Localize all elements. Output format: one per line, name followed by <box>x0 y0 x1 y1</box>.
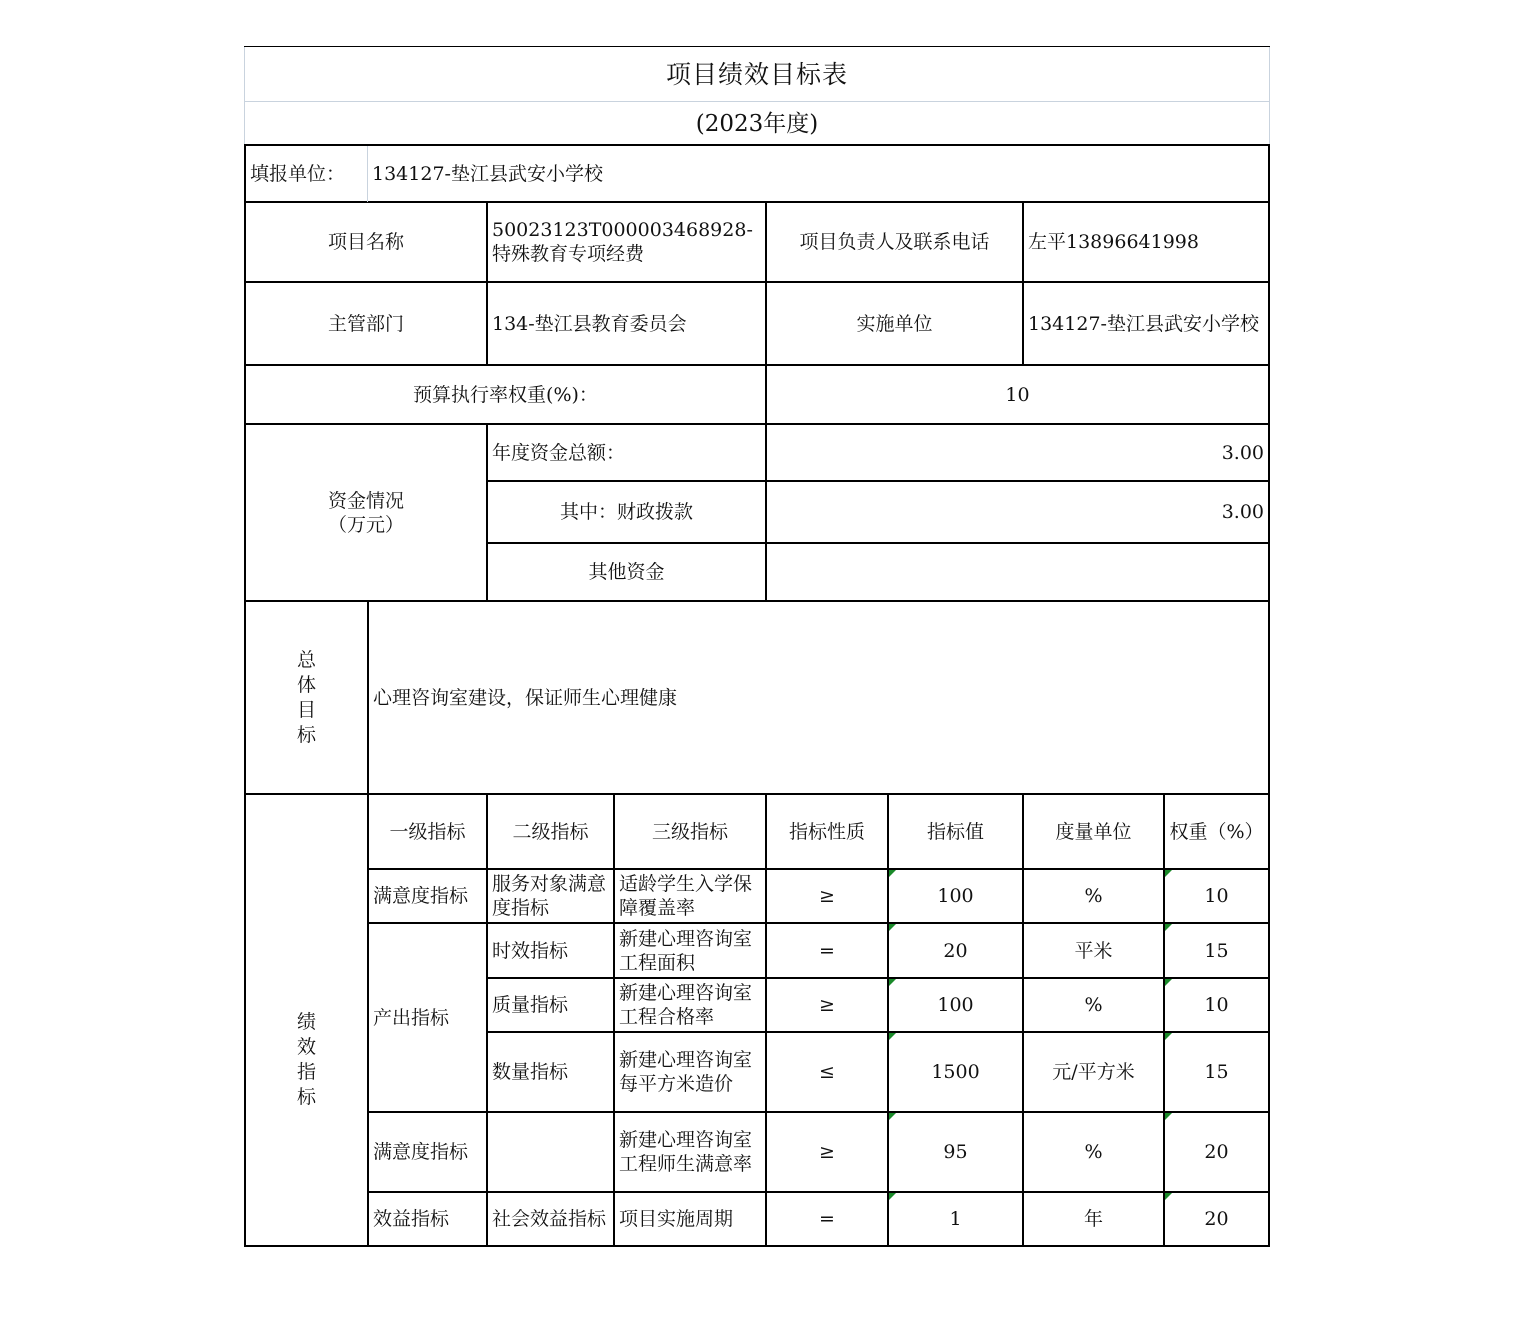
page-title: 项目绩效目标表 <box>665 60 848 89</box>
overall-goal-label: 总体目标 <box>296 648 316 746</box>
row-level2 <box>488 1113 613 1191</box>
row-level2: 时效指标 <box>492 939 569 962</box>
row-level2: 质量指标 <box>492 994 569 1016</box>
header-weight: 权重（%） <box>1169 820 1264 843</box>
row-level2: 数量指标 <box>492 1061 569 1083</box>
row-weight: 20 <box>1204 1141 1229 1163</box>
project-name-label: 项目名称 <box>327 231 404 253</box>
row-nature: ≥ <box>819 885 835 907</box>
row-nature: ≥ <box>819 994 835 1016</box>
row-unit: 元/平方米 <box>1052 1061 1135 1083</box>
row-value: 1 <box>949 1208 962 1230</box>
cell-comment-marker <box>889 979 896 986</box>
row-unit: 年 <box>1083 1208 1103 1230</box>
row-unit: % <box>1084 885 1103 907</box>
header-nature: 指标性质 <box>788 820 865 843</box>
cell-comment-marker <box>889 1193 896 1200</box>
cell-comment-marker <box>889 1033 896 1040</box>
row-value: 100 <box>937 885 974 907</box>
overall-goal-value: 心理咨询室建设，保证师生心理健康 <box>373 686 678 709</box>
manager-value: 左平13896641998 <box>1028 231 1199 253</box>
funds-label <box>246 425 486 600</box>
row-unit: % <box>1084 994 1103 1016</box>
cell-comment-marker <box>889 1113 896 1120</box>
overall-goal-label-cell <box>246 602 367 793</box>
cell-comment-marker <box>889 870 896 877</box>
other-funds-value <box>767 544 1268 600</box>
header-value: 指标值 <box>926 820 984 843</box>
row-weight: 15 <box>1204 1061 1229 1083</box>
impl-label: 实施单位 <box>856 312 933 335</box>
row-value: 100 <box>937 994 974 1016</box>
other-funds-label: 其他资金 <box>588 561 665 583</box>
perf-label: 绩效指标 <box>296 1011 316 1108</box>
row-level2: 服务对象满意度指标 <box>492 873 607 919</box>
budget-weight-label: 预算执行率权重(%)： <box>413 383 598 406</box>
level1-satisfaction-b: 满意度指标 <box>373 1141 469 1163</box>
unit-label: 填报单位： <box>250 163 346 185</box>
cell-comment-marker <box>889 924 896 931</box>
perf-label-cell <box>246 795 367 1245</box>
level1-output: 产出指标 <box>373 1006 450 1029</box>
cell-comment-marker <box>1165 1113 1172 1120</box>
row-nature: = <box>819 939 835 962</box>
row-weight: 20 <box>1204 1208 1229 1230</box>
cell-comment-marker <box>1165 1193 1172 1200</box>
impl-value: 134127-垫江县武安小学校 <box>1028 312 1259 335</box>
year-subtitle: (2023年度) <box>695 110 819 137</box>
fiscal-value: 3.00 <box>1221 501 1264 523</box>
row-weight: 10 <box>1204 994 1229 1016</box>
cell-comment-marker <box>1165 1033 1172 1040</box>
row-value: 1500 <box>931 1061 980 1083</box>
cell-comment-marker <box>1165 924 1172 931</box>
dept-label: 主管部门 <box>327 312 404 335</box>
row-weight: 15 <box>1204 939 1229 962</box>
row-weight: 10 <box>1204 885 1229 907</box>
level1-satisfaction-a: 满意度指标 <box>373 885 469 907</box>
row-value: 95 <box>943 1141 968 1163</box>
row-level3: 新建心理咨询室工程师生满意率 <box>619 1129 753 1175</box>
row-unit: % <box>1084 1141 1103 1163</box>
unit-value: 134127-垫江县武安小学校 <box>372 163 603 185</box>
budget-weight-value: 10 <box>1005 383 1030 406</box>
header-level1: 一级指标 <box>389 820 466 843</box>
row-level2: 社会效益指标 <box>492 1208 607 1230</box>
funds-label-line2: （万元） <box>327 513 404 536</box>
header-level2: 二级指标 <box>512 820 589 843</box>
row-level3: 项目实施周期 <box>619 1208 734 1230</box>
cell-comment-marker <box>1165 979 1172 986</box>
row-level3: 新建心理咨询室工程合格率 <box>619 982 753 1028</box>
row-level3: 新建心理咨询室每平方米造价 <box>619 1049 753 1095</box>
cell-comment-marker <box>1165 870 1172 877</box>
dept-value: 134-垫江县教育委员会 <box>492 312 687 335</box>
row-level3: 新建心理咨询室工程面积 <box>619 927 753 974</box>
manager-label: 项目负责人及联系电话 <box>799 231 990 253</box>
annual-total-value: 3.00 <box>1221 441 1264 464</box>
annual-total-label: 年度资金总额： <box>492 441 626 464</box>
row-value: 20 <box>943 939 968 962</box>
row-nature: ≤ <box>819 1061 835 1083</box>
funds-label-line1: 资金情况 <box>327 489 404 512</box>
row-nature: ≥ <box>819 1141 835 1163</box>
header-level3: 三级指标 <box>651 820 728 843</box>
row-nature: = <box>819 1208 835 1230</box>
fiscal-label: 其中：财政拨款 <box>559 501 693 523</box>
project-name-value: 50023123T000003468928-特殊教育专项经费 <box>492 219 753 265</box>
level1-benefit: 效益指标 <box>373 1208 450 1230</box>
row-level3: 适龄学生入学保障覆盖率 <box>619 873 753 919</box>
header-unit: 度量单位 <box>1055 820 1132 843</box>
row-unit: 平米 <box>1074 939 1113 962</box>
